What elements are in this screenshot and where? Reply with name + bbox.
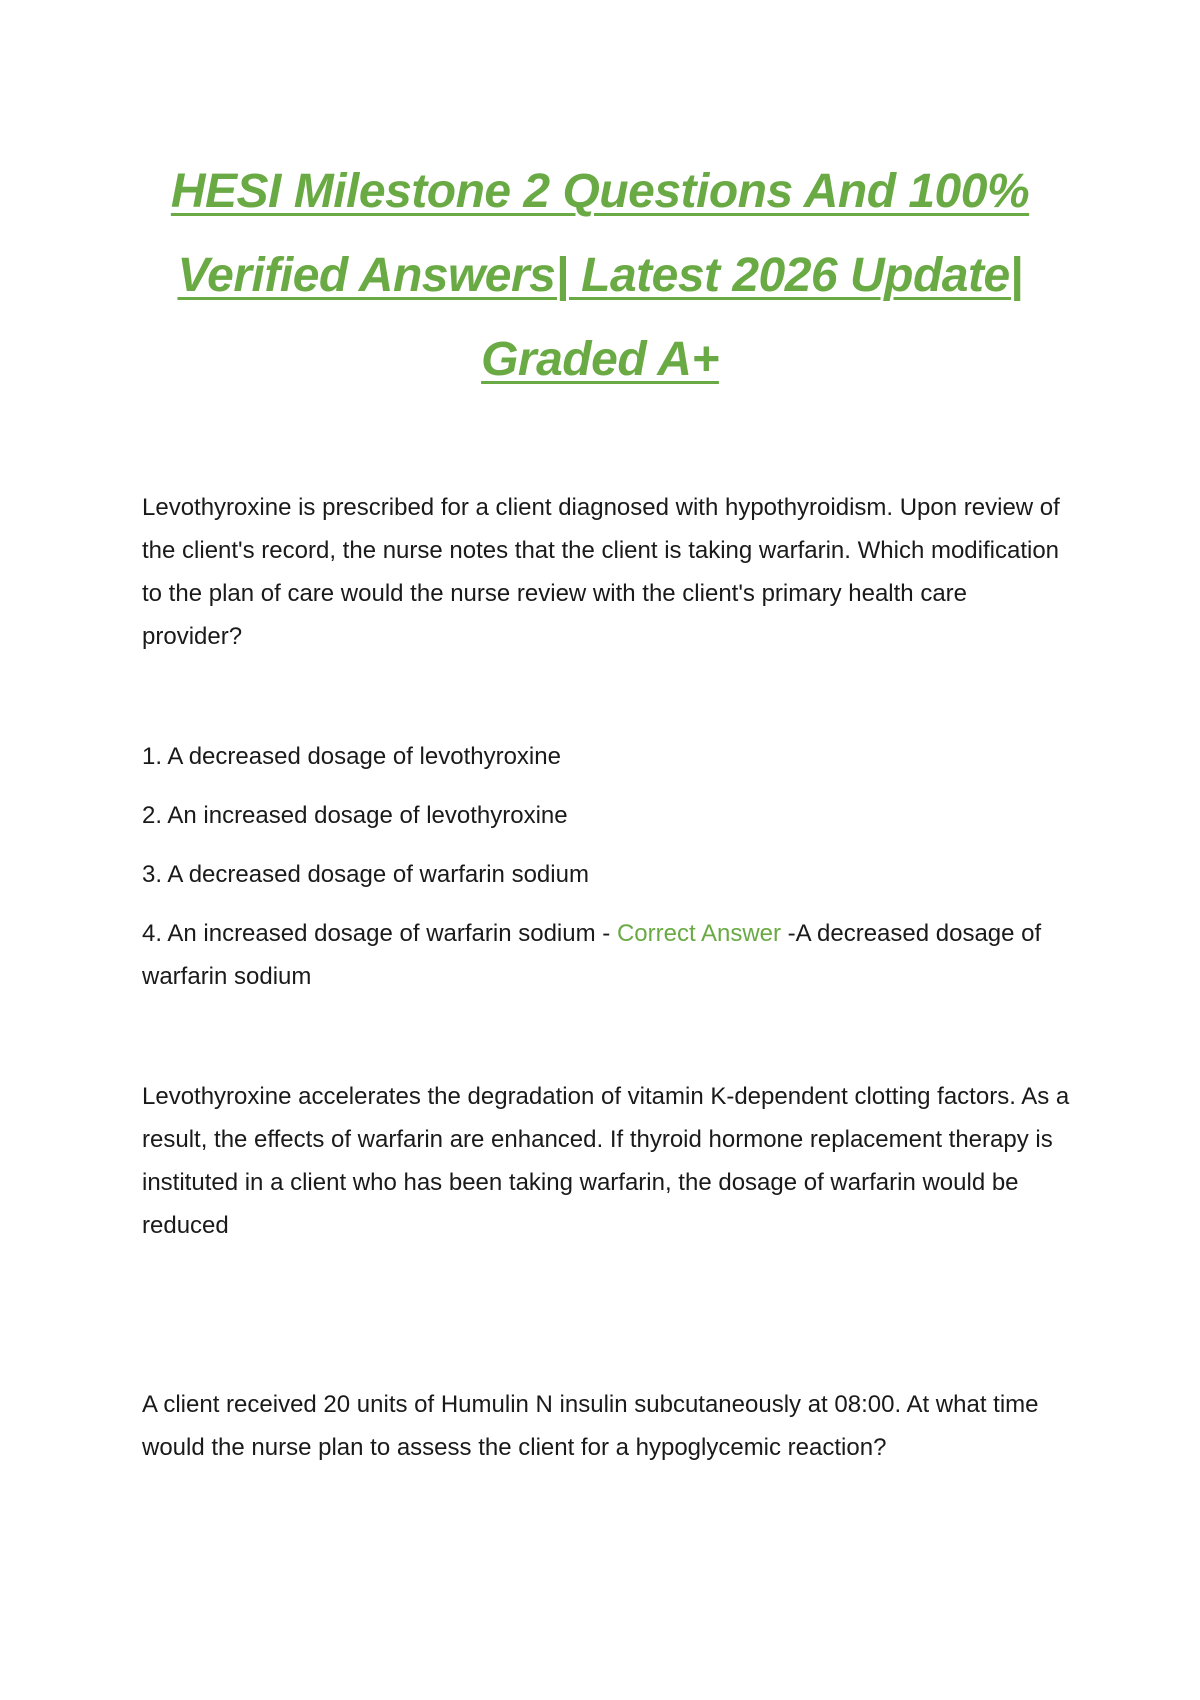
question-1-explanation (142, 1075, 1072, 1247)
correct-answer-text: -A decreased dosage of warfarin sodium (142, 920, 1042, 990)
question-2 (142, 1383, 1072, 1469)
question-2-text: A client received 20 units of Humulin N insulin subcutaneously at 08:00. At what time would the nurse plan to assess the client for a hypoglycemic reaction? (142, 1391, 1039, 1461)
option-1: 1. A decreased dosage of levothyroxine (142, 743, 561, 770)
option-3: 3. A decreased dosage of warfarin sodium (142, 861, 589, 888)
explanation-text: Levothyroxine accelerates the degradation of vitamin K-dependent clotting factors. As a result, the effects of warfarin are enhanced. If thyroid hormone replacement therapy is instituted in a client who has been taking warfarin, the dosage of warfarin would be reduced (142, 1083, 1070, 1239)
option-4 (142, 912, 1072, 998)
question-1-options (142, 735, 1072, 1014)
correct-answer-label: Correct Answer (616, 920, 781, 947)
option-2: 2. An increased dosage of levothyroxine (142, 802, 568, 829)
question-1-text: Levothyroxine is prescribed for a client diagnosed with hypothyroidism. Upon review of the client's record, the nurse notes that the client is taking warfarin. Which modification to the plan of care would the nurse review with the client's primary health care provider? (142, 494, 1060, 650)
title-line-3: Graded A+ (481, 333, 719, 386)
title-line-2: Verified Answers| Latest 2026 Update| (177, 249, 1023, 302)
question-1 (142, 486, 1072, 658)
title-line-1: HESI Milestone 2 Questions And 100% (170, 165, 1030, 218)
document-title (130, 150, 1070, 402)
option-4-text: 4. An increased dosage of warfarin sodium - (142, 920, 617, 947)
